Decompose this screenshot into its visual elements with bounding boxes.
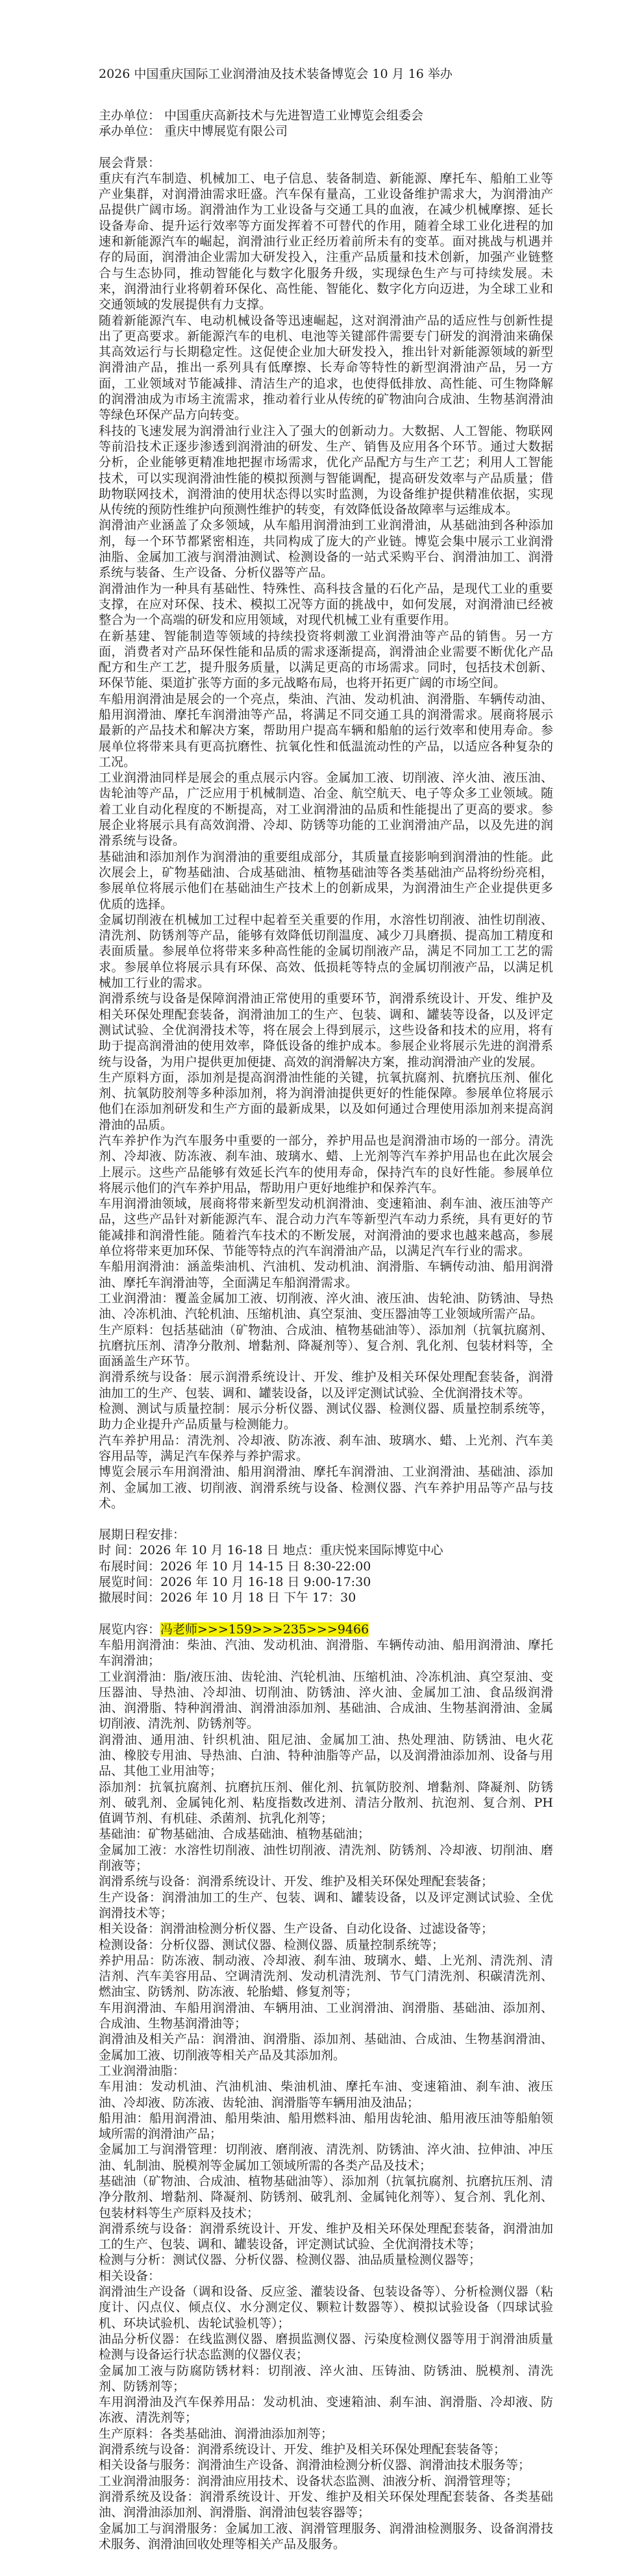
exhibit-line: 车用润滑油、车船用润滑油、车辆用油、工业润滑油、润滑脂、基础油、添加剂、合成油、生物基润滑油等； — [99, 2000, 553, 2031]
contact-highlight[interactable]: 冯老师>>>159>>>235>>>9466 — [160, 1622, 369, 1637]
background-paragraph: 随着新能源汽车、电动机械设备等迅速崛起，这对润滑油产品的适应性与创新性提出了更高要求。新能源汽车的电机、电池等关键部件需要专门研发的润滑油来确保其高效运行与长期稳定性。这促使企业加大研发投入，推出针对新能源领域的新型润滑油产品，推出一系列具有低摩擦、长寿命等特性的新型润滑油产品，另一方面，工业领域对节能减排、清洁生产的追求，也使得低排放、高性能、可生物降解的润滑油成为市场主流需求，推动着行业从传统的矿物油向合成油、生物基润滑油等绿色环保产品方向转变。 — [99, 313, 553, 423]
background-section — [99, 171, 553, 1511]
exhibit-line: 金属加工液：水溶性切削液、油性切削液、清洗剂、防锈剂、冷却液、切削油、磨削液等； — [99, 1842, 553, 1874]
exhibit-line: 相关设备：润滑油检测分析仪器、生产设备、自动化设备、过滤设备等； — [99, 1922, 494, 1937]
schedule-time: 时 间：2026 年 10 月 16-18 日 地点：重庆悦来国际博览中心 — [99, 1543, 443, 1558]
exhibit-line: 养护用品：防冻液、制动液、冷却液、刹车油、玻璃水、蜡、上光剂、清洗剂、清洁剂、汽车美容用品、空调清洗剂、发动机清洗剂、节气门清洗剂、积碳清洗剂、燃油宝、防锈剂、防冻液、轮胎蜡、修复剂等； — [99, 1953, 553, 2000]
background-paragraph: 科技的飞速发展为润滑油行业注入了强大的创新动力。大数据、人工智能、物联网等前沿技术正逐步渗透到润滑油的研发、生产、销售及应用各个环节。通过大数据分析，企业能够更精准地把握市场需求，优化产品配方与生产工艺；利用人工智能技术，可以实现润滑油性能的模拟预测与智能调配，提高研发效率与产品质量；借助物联网技术，润滑油的使用状态得以实时监测，为设备维护提供精准依据，实现从传统的预防性维护向预测性维护的转变，有效降低设备故障率与运维成本。 — [99, 423, 553, 517]
exhibit-line: 金属加工液与防腐防锈材料：切削液、淬火油、压铸油、防锈油、脱模剂、清洗剂、防锈剂等； — [99, 2363, 553, 2394]
exhibit-line: 工业润滑油：脂/液压油、齿轮油、汽轮机油、压缩机油、冷冻机油、真空泵油、变压器油、导热油、冷却油、切削油、防锈油、淬火油、金属加工油、食品级润滑油、润滑脂、特种润滑油、润滑油添加剂、基础油、合成油、生物基润滑油、金属切削液、清洗剂、防锈剂等。 — [99, 1669, 553, 1731]
exhibits-contact — [99, 1622, 553, 1637]
exhibit-line: 基础油：矿物基础油、合成基础油、植物基础油； — [99, 1827, 371, 1842]
exhibit-line: 相关设备： — [99, 2268, 161, 2283]
exhibit-line: 车船用润滑油：柴油、汽油、发动机油、润滑脂、车辆传动油、船用润滑油、摩托车润滑油； — [99, 1637, 553, 1668]
exhibit-line: 工业润滑油脂： — [99, 2063, 186, 2078]
background-paragraph: 生产原料方面，添加剂是提高润滑油性能的关键，抗氧抗腐剂、抗磨抗压剂、催化剂、抗氧防胶剂等多种添加剂，将为润滑油提供更好的性能保障。参展单位将展示他们在添加剂研发和生产方面的最新成果，以及如何通过合理使用添加剂来提高润滑油的品质。 — [99, 1070, 553, 1132]
background-paragraph: 工业润滑油同样是展会的重点展示内容。金属加工液、切削液、淬火油、液压油、齿轮油等产品，广泛应用于机械制造、冶金、航空航天、电子等众多工业领域。随着工业自动化程度的不断提高，对工业润滑油的品质和性能提出了更高的要求。参展企业将展示具有高效润滑、冷却、防锈等功能的工业润滑油产品，以及先进的润滑系统与设备。 — [99, 771, 553, 848]
document-body — [99, 65, 553, 2552]
page-title: 2026 中国重庆国际工业润滑油及技术装备博览会 10 月 16 举办 — [99, 67, 452, 81]
background-paragraph: 润滑油作为一种具有基础性、特殊性、高科技含量的石化产品，是现代工业的重要支撑，在应对环保、技术、模拟工况等方面的挑战中，如何发展，对润滑油已经被整合为一个高端的研发和应用领域，对现代机械工业有重要作用。 — [99, 581, 553, 628]
contractor-organizer: 承办单位： 重庆中博展览有限公司 — [99, 124, 288, 139]
exhibit-line: 生产原料：各类基础油、润滑油添加剂等； — [99, 2426, 334, 2441]
exhibit-line: 润滑油生产设备（调和设备、反应釜、灌装设备、包装设备等）、分析检测仪器（粘度计、闪点仪、倾点仪、水分测定仪、颗粒计数器等）、模拟试验设备（四球试验机、环块试验机、齿轮试验机等）； — [99, 2285, 553, 2331]
schedule-heading: 展期日程安排： — [99, 1528, 186, 1542]
schedule-open: 展览时间：2026 年 10 月 16-18 日 9:00-17:30 — [99, 1575, 371, 1590]
background-paragraph: 车用润滑油领域，展商将带来新型发动机润滑油、变速箱油、刹车油、液压油等产品，这些产品针对新能源汽车、混合动力汽车等新型汽车动力系统，具有更好的节能减排和润滑性能。随着汽车技术的不断发展，对润滑油的要求也越来越高，参展单位将带来更加环保、节能等特点的汽车润滑油产品，以满足汽车行业的需求。 — [99, 1196, 553, 1259]
background-paragraph: 在新基建、智能制造等领域的持续投资将刺激工业润滑油等产品的销售。另一方面，消费者对产品环保性能和品质的需求逐渐提高，润滑油企业需要不断优化产品配方和生产工艺，提升服务质量，以满足更高的市场需求。同时，包括技术创新、环保节能、渠道扩张等方面的多元战略布局，也将开拓更广阔的市场空间。 — [99, 628, 553, 691]
host-organizer: 主办单位： 中国重庆高新技术与先进智造工业博览会组委会 — [99, 108, 424, 123]
exhibit-line: 润滑系统与设备：润滑系统设计、开发、维护及相关环保处理配套装备等； — [99, 2442, 506, 2457]
background-paragraph: 润滑油产业涵盖了众多领域，从车船用润滑油到工业润滑油，从基础油到各种添加剂，每一个环节都紧密相连，共同构成了庞大的产业链。博览会集中展示工业润滑油脂、金属加工液与润滑油测试、检测设备的一站式采购平台、润滑油加工、润滑系统与装备、生产设备、分析仪器等产品。 — [99, 518, 553, 580]
background-paragraph: 生产原料：包括基础油（矿物油、合成油、植物基础油等）、添加剂（抗氧抗腐剂、抗磨抗压剂、清净分散剂、增黏剂、降凝剂等）、复合剂、乳化剂、包装材料等，全面涵盖生产环节。 — [99, 1322, 553, 1369]
exhibit-line: 润滑系统与设备：润滑系统设计、开发、维护及相关环保处理配套装备； — [99, 1874, 494, 1889]
exhibit-line: 生产设备：润滑油加工的生产、包装、调和、罐装设备，以及评定测试试验、全优润滑技术等； — [99, 1890, 553, 1920]
exhibit-line: 相关设备与服务：润滑油生产设备、润滑油检测分析仪器、润滑油技术服务等； — [99, 2458, 531, 2473]
exhibit-line: 润滑油、通用油、针织机油、阻尼油、金属加工油、热处理油、防锈油、电火花油、橡胶专用油、导热油、白油、特种油脂等产品，以及润滑油添加剂、设备与用品、其他工业用油等； — [99, 1732, 553, 1779]
schedule-close: 撤展时间：2026 年 10 月 18 日 下午 17：30 — [99, 1591, 356, 1605]
exhibit-line: 车用润滑油及汽车保养用品：发动机油、变速箱油、刹车油、润滑脂、冷却液、防冻液、清洗剂等； — [99, 2395, 553, 2425]
exhibit-line: 润滑系统与设备：润滑系统设计、开发、维护及相关环保处理配套装备，润滑油加工的生产、包装、调和、罐装设备，评定测试试验、全优润滑技术等； — [99, 2221, 553, 2252]
exhibit-line: 检测设备：分析仪器、测试仪器、检测仪器、质量控制系统等； — [99, 1937, 445, 1952]
background-paragraph: 车船用润滑油是展会的一个亮点，柴油、汽油、发动机油、润滑脂、车辆传动油、船用润滑油、摩托车润滑油等产品，将满足不同交通工具的润滑需求。展商将展示最新的产品技术和解决方案，帮助用户提高车辆和船舶的运行效率和使用寿命。参展单位将带来具有更高抗磨性、抗氧化性和低温流动性的产品，以适应各种复杂的工况。 — [99, 691, 553, 769]
exhibit-line: 润滑油及相关产品：润滑油、润滑脂、添加剂、基础油、合成油、生物基润滑油、金属加工液、切削液等相关产品及其添加剂。 — [99, 2032, 553, 2062]
background-paragraph: 工业润滑油：覆盖金属加工液、切削液、淬火油、液压油、齿轮油、防锈油、导热油、冷冻机油、汽轮机油、压缩机油、真空泵油、变压器油等工业领域所需产品。 — [99, 1291, 553, 1322]
background-paragraph: 博览会展示车用润滑油、船用润滑油、摩托车润滑油、工业润滑油、基础油、添加剂、金属加工液、切削液、润滑系统与设备、检测仪器、汽车养护用品等产品与技术。 — [99, 1465, 553, 1511]
background-paragraph: 金属切削液在机械加工过程中起着至关重要的作用，水溶性切削液、油性切削液、清洗剂、防锈剂等产品，能够有效降低切削温度、减少刀具磨损、提高加工精度和表面质量。参展单位将带来多种高性能的金属切削液产品，满足不同加工工艺的需求。参展单位将展示具有环保、高效、低损耗等特点的金属切削液产品，以满足机械加工行业的需求。 — [99, 912, 553, 991]
background-paragraph: 车船用润滑油：涵盖柴油机、汽油机、发动机油、润滑脂、车辆传动油、船用润滑油、摩托车润滑油等，全面满足车船润滑需求。 — [99, 1259, 553, 1290]
exhibits-label: 展览内容： — [99, 1622, 161, 1637]
background-heading: 展会背景： — [99, 155, 161, 170]
background-paragraph: 润滑系统与设备是保障润滑油正常使用的重要环节，润滑系统设计、开发、维护及相关环保处理配套装备，润滑油加工的生产、包装、调和、罐装等设备，以及评定测试试验、全优润滑技术等，将在展会上得到展示，这些设备和技术的应用，将有助于提高润滑油的使用效率，降低设备的维护成本。参展企业将展示先进的润滑系统与设备，为用户提供更加便捷、高效的润滑解决方案，推动润滑油产业的发展。 — [99, 991, 553, 1069]
exhibit-line: 添加剂：抗氧抗腐剂、抗磨抗压剂、催化剂、抗氧防胶剂、增黏剂、降凝剂、防锈剂、破乳剂、金属钝化剂、粘度指数改进剂、清洁分散剂、抗泡剂、复合剂、PH 值调节剂、有机硅、杀菌剂、抗乳化剂等； — [99, 1779, 553, 1826]
exhibit-line: 基础油（矿物油、合成油、植物基础油等）、添加剂（抗氧抗腐剂、抗磨抗压剂、清净分散剂、增黏剂、降凝剂、防锈剂、破乳剂、金属钝化剂等）、复合剂、乳化剂、包装材料等生产原料及技术； — [99, 2174, 553, 2220]
exhibit-line: 检测与分析：测试仪器、分析仪器、检测仪器、油品质量检测仪器等； — [99, 2253, 482, 2268]
exhibit-line: 船用油：船用润滑油、船用柴油、船用燃料油、船用齿轮油、船用液压油等船舶领域所需的润滑油产品； — [99, 2111, 553, 2142]
schedule-setup: 布展时间：2026 年 10 月 14-15 日 8:30-22:00 — [99, 1559, 371, 1574]
background-paragraph: 检测、测试与质量控制：展示分析仪器、测试仪器、检测仪器、质量控制系统等，助力企业提升产品质量与检测能力。 — [99, 1402, 553, 1432]
background-paragraph: 润滑系统与设备：展示润滑系统设计、开发、维护及相关环保处理配套装备，润滑油加工的生产、包装、调和、罐装设备，以及评定测试试验、全优润滑技术等。 — [99, 1370, 553, 1400]
background-paragraph: 基础油和添加剂作为润滑油的重要组成部分，其质量直接影响到润滑油的性能。此次展会上，矿物基础油、合成基础油、植物基础油等各类基础油产品将纷纷亮相，参展单位将展示他们在基础油生产技术上的创新成果，为润滑油生产企业提供更多优质的选择。 — [99, 849, 553, 911]
exhibit-line: 工业润滑油服务：润滑油应用技术、设备状态监测、油液分析、润滑管理等； — [99, 2473, 519, 2488]
exhibit-line: 车用油：发动机油、汽油机油、柴油机油、摩托车油、变速箱油、刹车油、液压油、冷却液、防冻液、齿轮油、润滑脂等车辆用油及油品； — [99, 2079, 553, 2110]
exhibit-line: 油品分析仪器：在线监测仪器、磨损监测仪器、污染度检测仪器等用于润滑油质量检测与设备运行状态监测的仪器仪表； — [99, 2331, 553, 2362]
exhibit-line: 润滑系统及设备：润滑系统设计、开发、维护及相关环保处理配套装备、各类基础油、润滑油添加剂、润滑脂、润滑油包装容器等； — [99, 2489, 553, 2520]
background-paragraph: 汽车养护作为汽车服务中重要的一部分，养护用品也是润滑油市场的一部分。清洗剂、冷却液、防冻液、刹车油、玻璃水、蜡、上光剂等汽车养护用品也在此次展会上展示。这些产品能够有效延长汽车的使用寿命，保持汽车的良好性能。参展单位将展示他们的汽车养护用品，帮助用户更好地维护和保养汽车。 — [99, 1133, 553, 1195]
exhibit-line: 金属加工与润滑管理：切削液、磨削液、清洗剂、防锈油、淬火油、拉伸油、冲压油、轧制油、脱模剂等金属加工领域所需的各类产品及技术； — [99, 2142, 553, 2173]
exhibit-line: 金属加工与润滑服务：金属加工液、润滑管理服务、润滑油检测服务、设备润滑技术服务、润滑油回收处理等相关产品及服务。 — [99, 2521, 553, 2551]
background-paragraph: 重庆有汽车制造、机械加工、电子信息、装备制造、新能源、摩托车、船舶工业等产业集群，对润滑油需求旺盛。汽车保有量高，工业设备维护需求大，为润滑油产品提供广阔市场。润滑油作为工业设备与交通工具的血液，在减少机械摩擦、延长设备寿命、提升运行效率等方面发挥着不可替代的作用，随着全球工业化进程的加速和新能源汽车的崛起，润滑油行业正经历着前所未有的变革。面对挑战与机遇并存的局面，润滑油企业需加大研发投入，注重产品质量和技术创新，加强产业链整合与生态协同，推动智能化与数字化服务升级，实现绿色生产与可持续发展。未来，润滑油行业将朝着环保化、高性能、智能化、数字化方向迈进，为全球工业和交通领域的发展提供有力支撑。 — [99, 171, 553, 312]
background-paragraph: 汽车养护用品：清洗剂、冷却液、防冻液、刹车油、玻璃水、蜡、上光剂、汽车美容用品等，满足汽车保养与养护需求。 — [99, 1433, 553, 1463]
exhibits-section — [99, 1637, 553, 2552]
